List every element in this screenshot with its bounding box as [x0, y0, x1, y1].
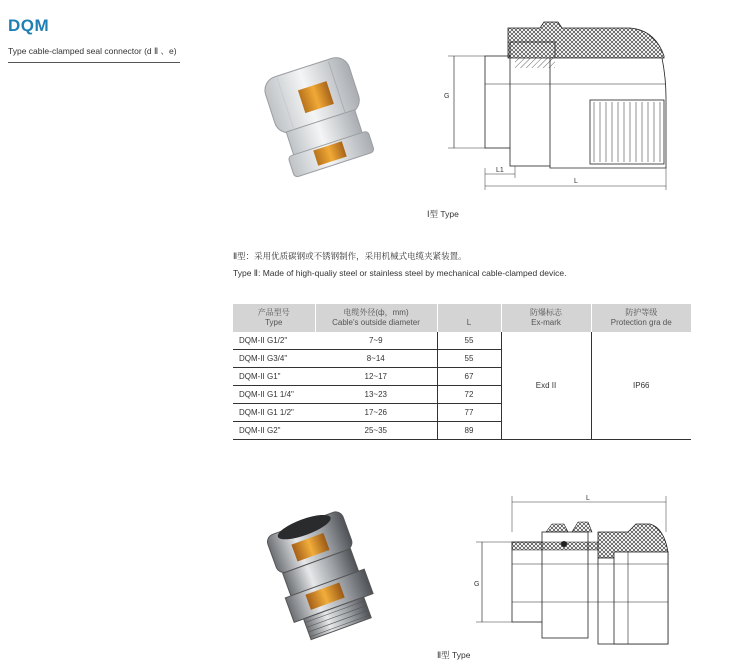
- cell-ex-mark: Exd II: [501, 332, 591, 440]
- spec-table: [233, 304, 691, 440]
- cell-l: 72: [437, 386, 501, 404]
- table-row: [233, 332, 691, 350]
- header-ex-mark: 防爆标志 Ex-mark: [501, 304, 591, 332]
- type2-caption: Ⅱ型 Type: [437, 650, 471, 660]
- cell-diameter: 7~9: [315, 332, 437, 350]
- type1-technical-drawing: [440, 18, 690, 198]
- type1-product-photo: [248, 44, 398, 194]
- cell-l: 67: [437, 368, 501, 386]
- cell-type: DQM-II G1 1/2": [233, 404, 315, 422]
- description-cn: Ⅱ型：采用优质碳钢或不锈钢制作，采用机械式电缆夹紧装置。: [233, 251, 467, 261]
- cell-l: 55: [437, 332, 501, 350]
- cell-diameter: 17~26: [315, 404, 437, 422]
- type1-dim-l1: L1: [496, 167, 504, 174]
- cell-type: DQM-II G1 1/4": [233, 386, 315, 404]
- cell-l: 55: [437, 350, 501, 368]
- cell-diameter: 13~23: [315, 386, 437, 404]
- cell-type: DQM-II G2": [233, 422, 315, 440]
- description-en: Type Ⅱ: Made of high-qualiy steel or stainless steel by mechanical cable-clamped device.: [233, 268, 567, 278]
- type1-dim-g: G: [444, 93, 450, 100]
- header-l: L: [437, 304, 501, 332]
- type2-dim-g: G: [474, 581, 480, 588]
- page-title: DQM: [8, 16, 50, 35]
- type1-dim-l: L: [574, 178, 578, 185]
- cell-type: DQM-II G3/4": [233, 350, 315, 368]
- type2-technical-drawing: [468, 492, 698, 652]
- cell-l: 77: [437, 404, 501, 422]
- header-protection: 防护等级 Protection gra de: [591, 304, 691, 332]
- header-type: 产品型号 Type: [233, 304, 315, 332]
- table-header-row: [233, 304, 691, 332]
- type2-dim-l: L: [586, 495, 590, 502]
- cell-diameter: 25~35: [315, 422, 437, 440]
- cell-type: DQM-II G1": [233, 368, 315, 386]
- cell-l: 89: [437, 422, 501, 440]
- type2-product-photo: [252, 506, 392, 646]
- type1-caption: Ⅰ型 Type: [427, 209, 459, 219]
- cell-type: DQM-II G1/2": [233, 332, 315, 350]
- cell-diameter: 8~14: [315, 350, 437, 368]
- cell-diameter: 12~17: [315, 368, 437, 386]
- header-diameter: 电缆外径(ф，mm) Cable's outside diameter: [315, 304, 437, 332]
- title-divider: [8, 62, 180, 63]
- page-subtitle: Type cable-clamped seal connector (d Ⅱ 、e): [8, 46, 177, 56]
- cell-protection: IP66: [591, 332, 691, 440]
